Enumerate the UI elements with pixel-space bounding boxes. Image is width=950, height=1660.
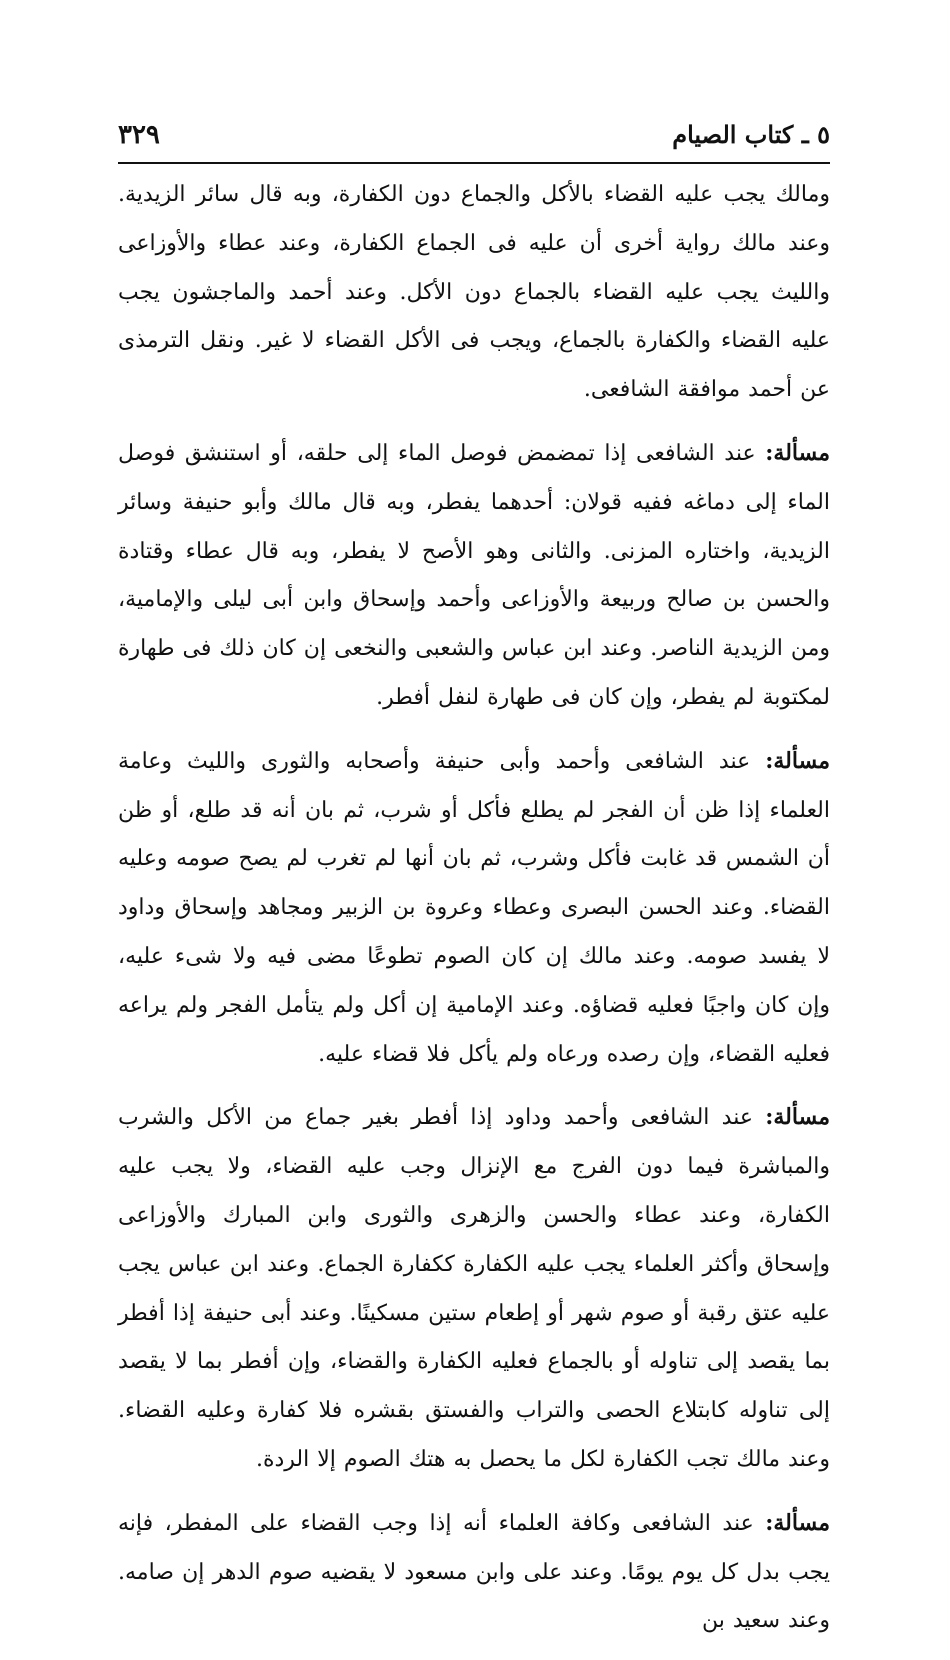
paragraph [118, 1093, 830, 1484]
paragraph [118, 170, 830, 415]
paragraph [118, 1499, 830, 1646]
page-number: ٣٢٩ [118, 120, 160, 150]
issue-label: مسألة: [765, 1104, 830, 1131]
paragraph-text: عند الشافعى إذا تمضمض فوصل الماء إلى حلقه، أو استنشق فوصل الماء إلى دماغه ففيه قولان: أحدهما يفطر، وبه قال مالك وأبو حنيفة وسائر الزيدية، واختاره المزنى. والثانى وهو الأصح لا يفطر، وبه قال عطاء وقتادة والحسن بن صالح وربيعة والأوزاعى وأحمد وإسحاق وابن أبى ليلى والإمامية، ومن الزيدية الناصر. وعند ابن عباس والشعبى والنخعى إن كان ذلك فى طهارة لمكتوبة لم يفطر، وإن كان فى طهارة لنفل أفطر. [118, 440, 830, 710]
paragraph-text: عند الشافعى وكافة العلماء أنه إذا وجب القضاء على المفطر، فإنه يجب بدل كل يوم يومًا. وعند على وابن مسعود لا يقضيه صوم الدهر إن صامه. وعند سعيد بن [118, 1510, 830, 1634]
paragraph [118, 737, 830, 1080]
paragraph [118, 429, 830, 723]
paragraph-text: عند الشافعى وأحمد وأبى حنيفة وأصحابه والثورى والليث وعامة العلماء إذا ظن أن الفجر لم يطلع فأكل أو شرب، ثم بان أنه قد طلع، أو ظن أن الشمس قد غابت فأكل وشرب، ثم بان أنها لم تغرب لم يصح صومه وعليه القضاء. وعند الحسن البصرى وعطاء وعروة بن الزبير ومجاهد وإسحاق وداود لا يفسد صومه. وعند مالك إن كان الصوم تطوعًا مضى فيه ولا شىء عليه، وإن كان واجبًا فعليه قضاؤه. وعند الإمامية إن أكل ولم يتأمل الفجر ولم يراعه فعليه القضاء، وإن رصده ورعاه ولم يأكل فلا قضاء عليه. [118, 748, 830, 1067]
page-body [118, 170, 830, 1660]
page-header [118, 117, 830, 159]
issue-label: مسألة: [765, 439, 831, 466]
header-divider [118, 162, 830, 164]
paragraph-text: ومالك يجب عليه القضاء بالأكل والجماع دون الكفارة، وبه قال سائر الزيدية. وعند مالك رواية أخرى أن عليه فى الجماع الكفارة، وعند عطاء والأوزاعى والليث يجب عليه القضاء بالجماع دون الأكل. وعند أحمد والماجشون يجب عليه القضاء والكفارة بالجماع، ويجب فى الأكل القضاء لا غير. ونقل الترمذى عن أحمد موافقة الشافعى. [118, 182, 831, 403]
issue-label: مسألة: [765, 747, 830, 774]
issue-label: مسألة: [765, 1509, 830, 1536]
running-title: ٥ ـ كتاب الصيام [672, 120, 830, 149]
paragraph-text: عند الشافعى وأحمد وداود إذا أفطر بغير جماع من الأكل والشرب والمباشرة فيما دون الفرج مع الإنزال وجب عليه القضاء، ولا يجب عليه الكفارة، وعند عطاء والحسن والزهرى والثورى وابن المبارك والأوزاعى وإسحاق وأكثر العلماء يجب عليه الكفارة ككفارة الجماع. وعند ابن عباس يجب عليه عتق رقبة أو صوم شهر أو إطعام ستين مسكينًا. وعند أبى حنيفة إذا أفطر بما يقصد إلى تناوله أو بالجماع فعليه الكفارة والقضاء، وإن أفطر بما لا يقصد إلى تناوله كابتلاع الحصى والتراب والفستق بقشره فلا كفارة وعليه القضاء. وعند مالك تجب الكفارة لكل ما يحصل به هتك الصوم إلا الردة. [118, 1105, 830, 1472]
